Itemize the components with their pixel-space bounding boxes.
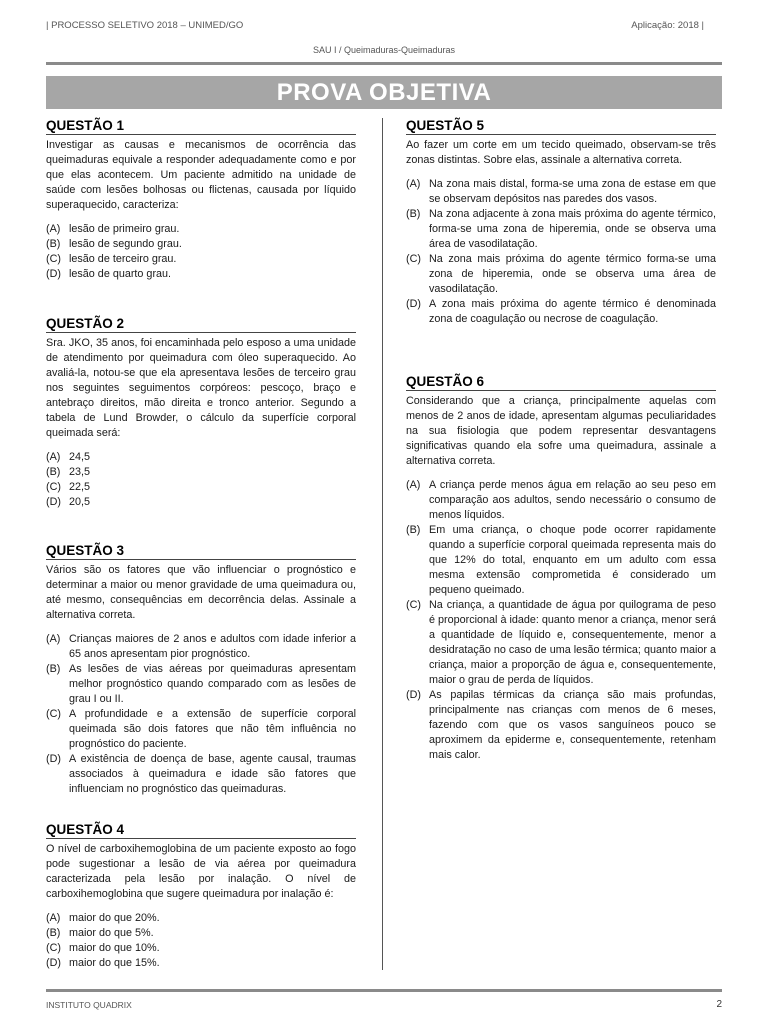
option-label: (C) <box>46 481 61 493</box>
option-text: lesão de terceiro grau. <box>69 253 177 265</box>
option-label: (A) <box>46 912 61 924</box>
question-title: QUESTÃO 3 <box>46 543 356 560</box>
option-label: (C) <box>406 599 421 611</box>
option-label: (A) <box>406 178 421 190</box>
option-label: (D) <box>46 753 61 765</box>
option-a <box>46 450 356 465</box>
column-divider <box>382 118 383 970</box>
page-footer <box>46 1000 722 1010</box>
option-text: Na zona mais distal, forma-se uma zona de estase em que se observam depósitos nas paredes dos vasos. <box>429 178 716 205</box>
question-5 <box>406 118 716 327</box>
options-list <box>46 450 356 510</box>
question-title: QUESTÃO 5 <box>406 118 716 135</box>
option-label: (C) <box>46 253 61 265</box>
option-c <box>406 598 716 688</box>
option-label: (B) <box>46 466 61 478</box>
option-a <box>46 222 356 237</box>
question-text: Investigar as causas e mecanismos de ocorrência das queimaduras equivale a responder adequadamente como e por que elas acontecem. Um paciente admitido na unidade de saúde com lesões bolhosas ou flictenas, causada por líquido superaquecido, caracteriza: <box>46 139 356 211</box>
option-label: (C) <box>406 253 421 265</box>
option-text: Em uma criança, o choque pode ocorrer rapidamente quando a superfície corporal queimada representa mais do que 12% do total, enquanto em um adulto com essa mesma extensão comprometida é considerado um pequeno queimado. <box>429 524 716 596</box>
option-b <box>46 465 356 480</box>
institution-name: INSTITUTO QUADRIX <box>46 1000 132 1010</box>
option-d <box>46 956 356 971</box>
option-label: (B) <box>46 927 61 939</box>
question-6 <box>406 374 716 763</box>
question-title: QUESTÃO 4 <box>46 822 356 839</box>
options-list <box>406 177 716 327</box>
option-text: Na zona adjacente à zona mais próxima do agente térmico, forma-se uma zona de hiperemia, onde se observa uma área de vasodilatação. <box>429 208 716 250</box>
header-rule <box>46 62 722 65</box>
option-text: 20,5 <box>69 496 91 508</box>
option-d <box>406 297 716 327</box>
option-text: Na zona mais próxima do agente térmico forma-se uma zona de hiperemia, onde se observa uma área de vasodilatação. <box>429 253 716 295</box>
question-title: QUESTÃO 1 <box>46 118 356 135</box>
option-text: lesão de primeiro grau. <box>69 223 180 235</box>
option-c <box>46 252 356 267</box>
option-d <box>46 752 356 797</box>
option-text: As papilas térmicas da criança são mais profundas, principalmente nas crianças com menos de 6 meses, fazendo com que os vasos sanguíneos pouco se aproximem da epiderme e, consequentemente, retenham mais calor. <box>429 689 716 761</box>
option-text: A criança perde menos água em relação ao seu peso em comparação aos adultos, sendo necessário o consumo de menos líquidos. <box>429 479 716 521</box>
option-text: 22,5 <box>69 481 91 493</box>
exam-banner: PROVA OBJETIVA <box>46 76 722 109</box>
question-text: Sra. JKO, 35 anos, foi encaminhada pelo esposo a uma unidade de atendimento por queimadura com óleo superaquecido. Ao avaliá-la, notou-se que ela apresentava lesões de terceiro grau nos seguintes seguimentos corpóreos: pescoço, braço e antebraço direitos, mão direita e tronco anterior. Segundo a tabela de Lund Browder, o cálculo da superfície corporal queimada será: <box>46 337 356 439</box>
question-1 <box>46 118 356 282</box>
option-label: (C) <box>46 708 61 720</box>
section-subtitle: SAU I / Queimaduras-Queimaduras <box>312 45 456 55</box>
option-text: maior do que 20%. <box>69 912 160 924</box>
question-text: Ao fazer um corte em um tecido queimado, observam-se três zonas distintas. Sobre elas, assinale a alternativa correta. <box>406 139 716 166</box>
question-2 <box>46 316 356 510</box>
exam-title: | PROCESSO SELETIVO 2018 – UNIMED/GO <box>46 20 244 31</box>
option-label: (A) <box>46 223 61 235</box>
option-text: As lesões de vias aéreas por queimaduras apresentam melhor prognóstico quando comparado com as lesões de grau I ou II. <box>69 663 356 705</box>
option-label: (D) <box>406 298 421 310</box>
option-a <box>406 478 716 523</box>
option-label: (D) <box>406 689 421 701</box>
option-text: lesão de quarto grau. <box>69 268 172 280</box>
option-text: 24,5 <box>69 451 91 463</box>
options-list <box>46 911 356 971</box>
options-list <box>46 222 356 282</box>
option-b <box>406 207 716 252</box>
options-list <box>406 478 716 763</box>
option-text: 23,5 <box>69 466 91 478</box>
options-list <box>46 632 356 797</box>
footer-rule <box>46 989 722 992</box>
option-text: Crianças maiores de 2 anos e adultos com idade inferior a 65 anos apresentam pior prognóstico. <box>69 633 356 660</box>
option-a <box>46 911 356 926</box>
option-b <box>406 523 716 598</box>
option-d <box>406 688 716 763</box>
option-c <box>406 252 716 297</box>
option-label: (B) <box>46 663 61 675</box>
question-text: O nível de carboxihemoglobina de um paciente exposto ao fogo pode sugestionar a lesão de via aérea por queimadura caracterizada pela lesão por inalação. O nível de carboxihemoglobina que sugere queimadura por inalação é: <box>46 843 356 900</box>
option-label: (B) <box>406 524 421 536</box>
question-4 <box>46 822 356 971</box>
option-label: (B) <box>46 238 61 250</box>
question-title: QUESTÃO 6 <box>406 374 716 391</box>
option-text: maior do que 5%. <box>69 927 154 939</box>
option-text: A profundidade e a extensão de superfície corporal queimada são dois fatores que não têm influência no prognóstico do paciente. <box>69 708 356 750</box>
question-text: Vários são os fatores que vão influenciar o prognóstico e determinar a maior ou menor gravidade de uma queimadura ou, até mesmo, consequências em decorrência delas. Assinale a alternativa correta. <box>46 564 356 621</box>
option-c <box>46 941 356 956</box>
option-b <box>46 237 356 252</box>
question-3 <box>46 543 356 797</box>
option-label: (D) <box>46 496 61 508</box>
option-label: (D) <box>46 268 61 280</box>
option-text: A existência de doença de base, agente causal, traumas associados à queimadura e idade são fatores que influenciam no prognóstico das queimaduras. <box>69 753 356 795</box>
option-d <box>46 267 356 282</box>
option-a <box>406 177 716 207</box>
question-text: Considerando que a criança, principalmente aquelas com menos de 2 anos de idade, apresentam algumas peculiaridades na sua fisiologia que podem representar desvantagens significativas quando ela sofre uma queimadura, assinale a alternativa correta. <box>406 395 716 467</box>
option-c <box>46 480 356 495</box>
option-text: maior do que 10%. <box>69 942 160 954</box>
option-label: (A) <box>406 479 421 491</box>
option-c <box>46 707 356 752</box>
option-a <box>46 632 356 662</box>
question-title: QUESTÃO 2 <box>46 316 356 333</box>
option-d <box>46 495 356 510</box>
option-label: (A) <box>46 451 61 463</box>
option-text: lesão de segundo grau. <box>69 238 182 250</box>
option-text: A zona mais próxima do agente térmico é denominada zona de coagulação ou necrose de coagulação. <box>429 298 716 325</box>
option-b <box>46 926 356 941</box>
option-b <box>46 662 356 707</box>
option-text: maior do que 15%. <box>69 957 160 969</box>
page-number: 2 <box>716 999 722 1010</box>
option-label: (D) <box>46 957 61 969</box>
option-text: Na criança, a quantidade de água por quilograma de peso é proporcional à idade: quanto menor a criança, menor será a quantidade de líquido e, consequentemente, menor a desidratação no caso de uma lesão térmica; quanto maior a criança, maior a proporção de água e, consequentemente, maior o grau de perda de líquidos. <box>429 599 716 686</box>
option-label: (C) <box>46 942 61 954</box>
option-label: (A) <box>46 633 61 645</box>
option-label: (B) <box>406 208 421 220</box>
application-year: Aplicação: 2018 | <box>631 20 704 31</box>
